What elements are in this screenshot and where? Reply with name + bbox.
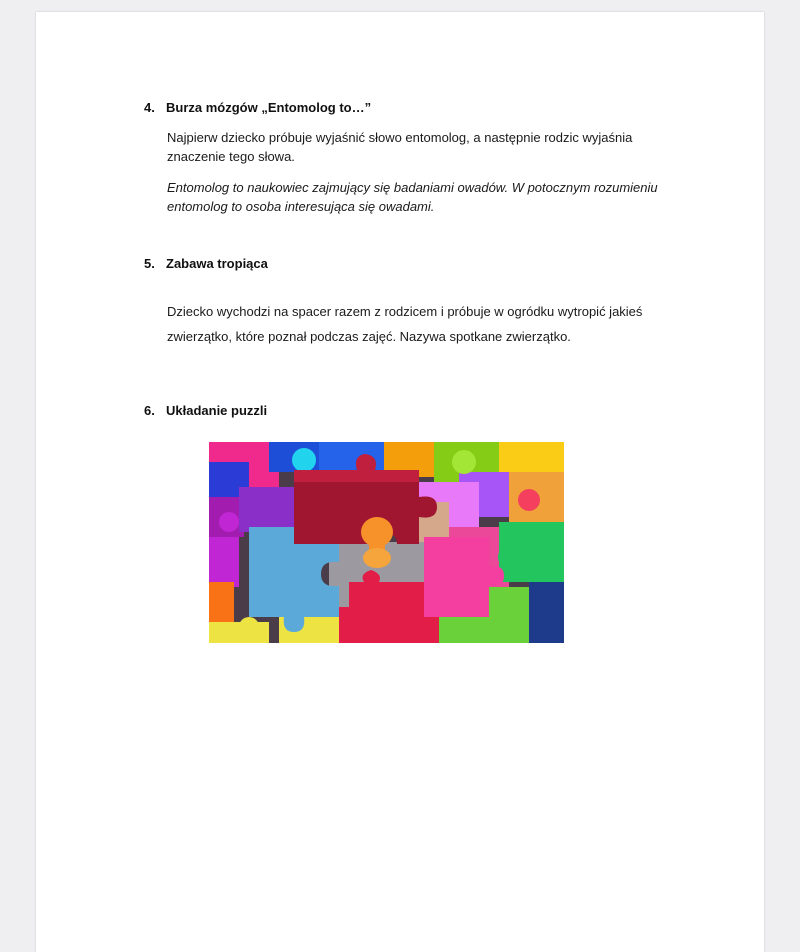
section-5-number: 5. [144,256,155,271]
colorful-puzzle-pieces-image [209,442,564,643]
section-4-title: Burza mózgów „Entomolog to…” [166,100,372,115]
section-6-title: Układanie puzzli [166,403,268,418]
section-4-paragraph: Najpierw dziecko próbuje wyjaśnić słowo entomolog, a następnie rodzic wyjaśnia znaczenie tego słowa. [167,130,633,164]
section-4-number: 4. [144,100,155,115]
section-4-heading [144,100,371,115]
section-4-definition: Entomolog to naukowiec zajmujący się badaniami owadów. W potocznym rozumieniu entomolog to osoba interesująca się owadami. [167,180,658,214]
section-6-number: 6. [144,403,155,418]
section-5-title: Zabawa tropiąca [166,256,268,271]
puzzle-image [209,442,564,643]
section-5-heading [144,256,268,271]
section-6-heading [144,403,267,418]
section-5-paragraph: Dziecko wychodzi na spacer razem z rodzicem i próbuje w ogródku wytropić jakieś zwierzątko, które poznał podczas zajęć. Nazywa spotkane zwierzątko. [167,304,643,344]
document-page [36,12,764,952]
